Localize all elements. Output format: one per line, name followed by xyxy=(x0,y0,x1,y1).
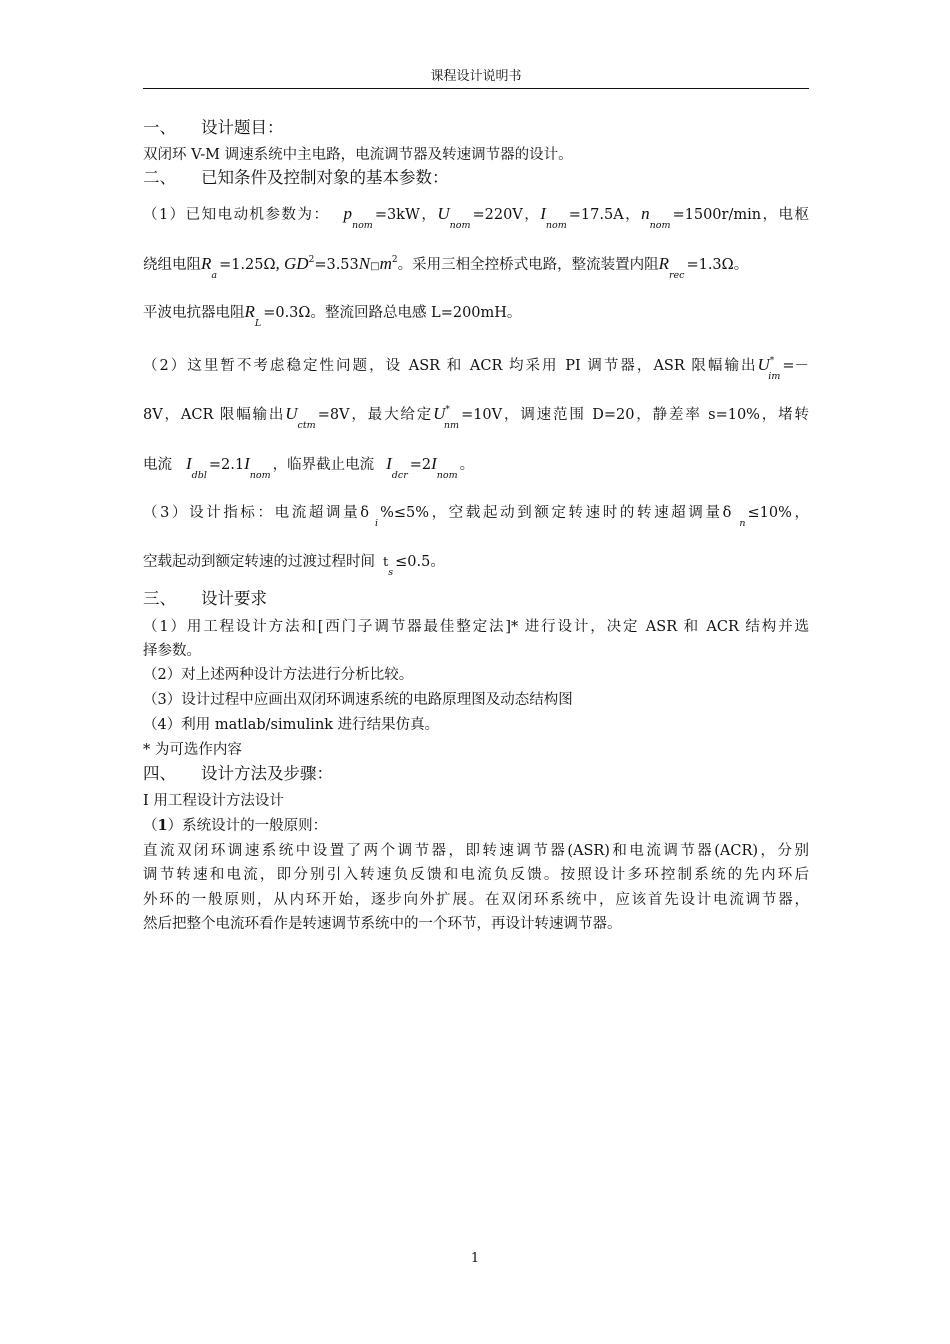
body-paragraph-line: 直流双闭环调速系统中设置了两个调节器，即转速调节器(ASR)和电流调节器(ACR)，分别 xyxy=(143,843,809,859)
text: 8V，ACR 限幅输出 xyxy=(143,407,286,423)
subsection-title: Ⅰ 用工程设计方法设计 xyxy=(143,793,284,809)
voltage-value: =220V， xyxy=(472,207,541,223)
idcr-value: =2 xyxy=(409,457,432,473)
gd-symbol: , GD xyxy=(275,254,309,273)
subscript: nom xyxy=(436,470,458,481)
regulator-params-line-3 xyxy=(143,454,809,481)
ts-spec: ≤0.5。 xyxy=(395,554,445,570)
text: 绕组电阻 xyxy=(143,257,201,273)
subscript: nom xyxy=(545,220,567,231)
superscript: * xyxy=(445,405,450,415)
requirement-item: 择参数。 xyxy=(143,643,201,659)
text: 。 xyxy=(733,257,749,273)
ohm-symbol: Ω xyxy=(263,257,276,273)
subscript: nom xyxy=(449,220,471,231)
text: 1 xyxy=(157,817,168,834)
requirement-item: （4）利用 matlab/simulink 进行结果仿真。 xyxy=(143,717,440,733)
current-value: =17.5A， xyxy=(568,207,642,223)
gd-value: =3.53 xyxy=(314,257,359,273)
section-1-number: 一、 xyxy=(143,118,176,137)
power-value: =3kW， xyxy=(374,207,438,223)
section-2-title: 已知条件及控制对象的基本参数： xyxy=(201,168,449,187)
body-paragraph-line: 调节转速和电流，即分别引入转速负反馈和电流负反馈。按照设计多环控制系统的先内环后 xyxy=(143,867,809,883)
subscript: n xyxy=(739,518,746,529)
uim-value: =－ xyxy=(782,358,809,374)
speed-overshoot-spec: ≤10%， xyxy=(747,505,809,521)
subsection-title xyxy=(143,816,809,836)
ohm-symbol: Ω xyxy=(721,257,734,273)
superscript: 2 xyxy=(391,255,398,265)
header-rule xyxy=(143,88,809,89)
body-paragraph-line: 然后把整个电流环看作是转速调节系统中的一个环节，再设计转速调节器。 xyxy=(143,916,622,932)
voltage-symbol: U xyxy=(437,204,450,223)
power-symbol: p xyxy=(343,204,352,223)
reactor-resistance-value: =0.3 xyxy=(263,305,299,321)
text: （ xyxy=(143,818,158,834)
subscript: rec xyxy=(668,270,685,281)
ohm-symbol: Ω xyxy=(298,305,311,321)
section-3-heading xyxy=(143,589,809,609)
speed-symbol: n xyxy=(641,204,650,223)
regulator-params-line-2 xyxy=(143,404,809,431)
uctm-symbol: U xyxy=(285,404,298,423)
text: ）系统设计的一般原则： xyxy=(167,818,328,834)
subscript: s xyxy=(388,567,394,578)
motor-params-line-2 xyxy=(143,254,809,281)
section-1-heading xyxy=(143,118,809,138)
motor-params-line-1 xyxy=(143,204,810,231)
uim-symbol: U xyxy=(757,355,770,374)
text: 空载起动到额定转速的过渡过程时间 xyxy=(143,554,375,570)
requirement-item: （2）对上述两种设计方法进行分析比较。 xyxy=(143,667,414,683)
subscript: a xyxy=(211,270,218,281)
superscript: 2 xyxy=(308,255,315,265)
page-number: 1 xyxy=(470,1251,480,1266)
motor-params-line-3 xyxy=(143,302,809,329)
section-2-number: 二、 xyxy=(143,168,176,187)
inom-symbol: I xyxy=(431,454,437,473)
text: 电流 xyxy=(143,457,172,473)
current-symbol: I xyxy=(540,204,546,223)
subscript: ctm xyxy=(297,420,316,431)
text: 平波电抗器电阻 xyxy=(143,305,245,321)
requirement-item: （1）用工程设计方法和[西门子调节器最佳整定法]* 进行设计，决定 ASR 和 ACR 结构并选 xyxy=(143,619,809,635)
section-1-title: 设计题目： xyxy=(201,118,284,137)
inom-symbol: I xyxy=(244,454,250,473)
text: 。 xyxy=(459,457,475,473)
subscript: nm xyxy=(443,420,460,431)
idbl-value: =2.1 xyxy=(208,457,245,473)
placeholder-glyph: □ xyxy=(370,261,380,272)
section-4-title: 设计方法及步骤： xyxy=(201,764,333,783)
page-header: 课程设计说明书 xyxy=(430,69,522,84)
section-3-number: 三、 xyxy=(143,589,176,608)
unit-n: N xyxy=(358,254,371,273)
unit-m: m xyxy=(379,254,392,273)
section-4-number: 四、 xyxy=(143,764,176,783)
section-1-body: 双闭环 V-M 调速系统中主电路，电流调节器及转速调节器的设计。 xyxy=(143,147,573,163)
subscript: dcr xyxy=(391,470,408,481)
uctm-value: =8V，最大给定 xyxy=(317,407,434,423)
subscript: im xyxy=(768,371,781,382)
text: （3）设计指标：电流超调量 xyxy=(143,505,361,521)
text: 。整流回路总电感 L=200mH。 xyxy=(310,305,522,321)
current-overshoot-spec: %≤5%，空载起动到额定转速时的转速超调量 xyxy=(380,505,723,521)
requirement-item: （3）设计过程中应画出双闭环调速系统的电路原理图及动态结构图 xyxy=(143,692,573,708)
subscript: dbl xyxy=(191,470,207,481)
design-specs-line-1 xyxy=(143,503,809,529)
text: （1）已知电动机参数为： xyxy=(143,207,330,223)
subscript: nom xyxy=(249,470,271,481)
speed-value: =1500r/min，电枢 xyxy=(672,207,810,223)
idbl-symbol: I xyxy=(186,454,192,473)
subscript: L xyxy=(254,318,262,329)
section-2-heading xyxy=(143,168,809,188)
subscript: nom xyxy=(649,220,671,231)
body-paragraph-line: 外环的一般原则，从内环开始，逐步向外扩展。在双闭环系统中，应该首先设计电流调节器， xyxy=(143,892,809,908)
subscript: nom xyxy=(351,220,373,231)
section-3-title: 设计要求 xyxy=(201,589,267,608)
delta-symbol: δ xyxy=(722,505,732,521)
ts-symbol: t xyxy=(383,555,389,570)
idcr-symbol: I xyxy=(386,454,392,473)
subscript: i xyxy=(375,518,379,529)
text: 。采用三相全控桥式电路，整流装置内阻 xyxy=(397,257,659,273)
text: （2）这里暂不考虑稳定性问题，设 ASR 和 ACR 均采用 PI 调节器，ASR 限幅输出 xyxy=(143,358,758,374)
rectifier-resistance-value: =1.3 xyxy=(686,257,722,273)
superscript: * xyxy=(769,356,775,366)
text: ，临界截止电流 xyxy=(272,457,375,473)
armature-resistance-value: =1.25 xyxy=(219,257,264,273)
regulator-params-line-1 xyxy=(143,355,809,382)
reactor-resistance-symbol: R xyxy=(244,302,255,321)
armature-resistance-symbol: R xyxy=(201,254,212,273)
optional-note: * 为可选作内容 xyxy=(143,742,242,758)
rectifier-resistance-symbol: R xyxy=(658,254,669,273)
unm-symbol: U xyxy=(433,404,446,423)
section-4-heading xyxy=(143,764,809,784)
delta-symbol: δ xyxy=(360,505,370,521)
text: =10V，调速范围 D=20，静差率 s=10%，堵转 xyxy=(461,407,809,423)
design-specs-line-2 xyxy=(143,552,809,578)
